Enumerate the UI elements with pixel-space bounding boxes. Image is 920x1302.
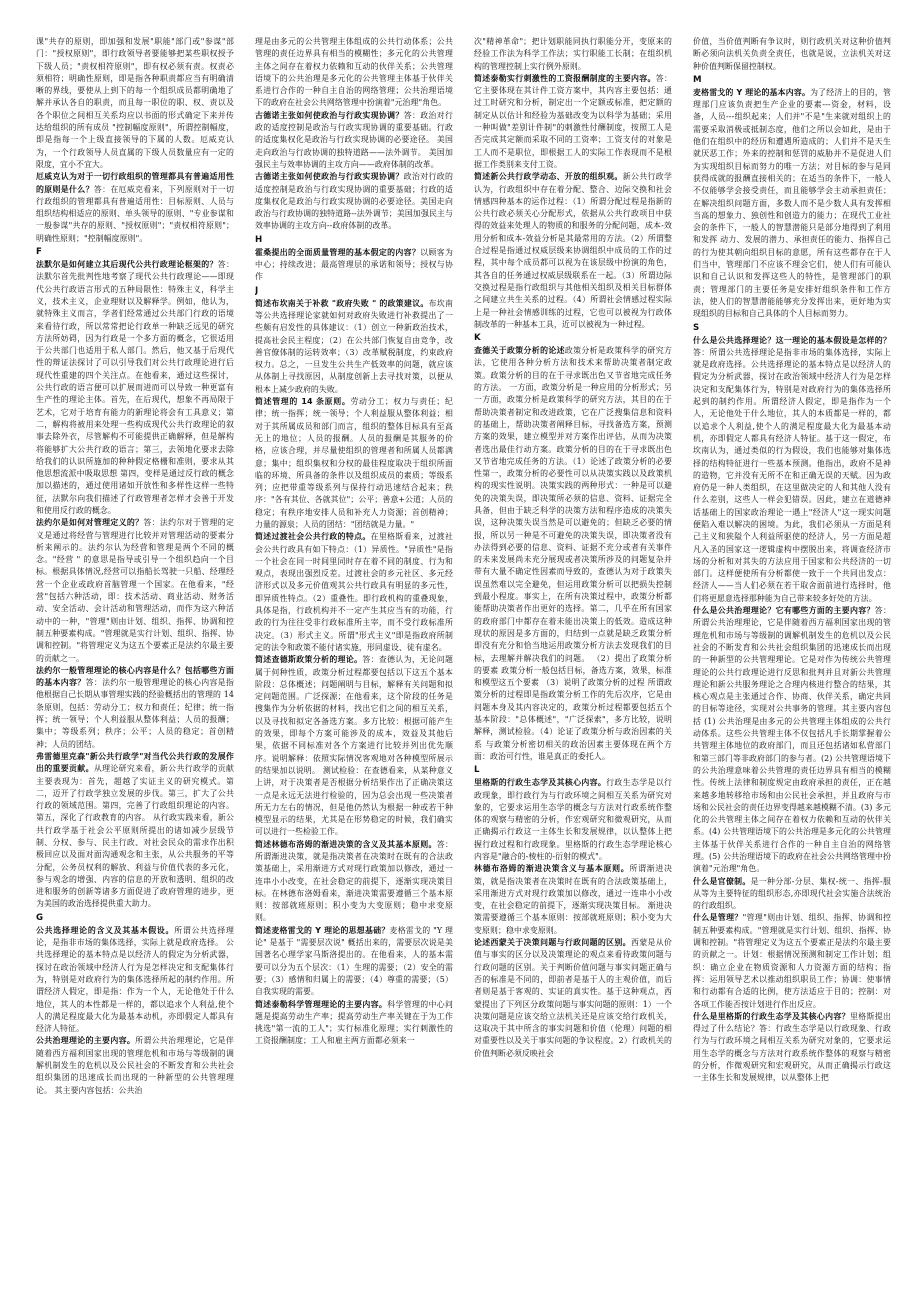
section-letter: S (693, 322, 700, 333)
answer-text: 答：法约尔对于管理的定义是通过将经营与管理进行比较并对管理活动的要素分析来阐示的。法约尔认为经营和管理是两个不同的概念。"经营 " 的意思是指导或引导一个组织趋向一个目标。根据具体情况,经营可以指船长驾驶一只船、经理经营一个企业或政府首脑管理一个国家。在他看来，"经营"包括六种活动，即：技术活动、商业活动、财务活动、安全活动、会计活动和管理活动，而作为这六种活动中的一种，"管理"则由计划、组织、指挥、协调和控制五种要素构成。"管理就是实行计划、组织、指挥、协调和控制。"将管理定义为这五个要素正是法约尔最主要的贡献之一。 (36, 518, 234, 663)
answer-text: 里格斯提出得过了什么结论？答：行政生态学是以行政现象、行政行为与行政环境之间相互关系为研究对象的，它要求运用生态学的概念与方法对行政系统作整体的观察与精密的分析，作微观研究和宏观研究，从而正确揭示行政这一主体生长和发展规律，以从整体上把 (693, 1011, 891, 1083)
column-3 (474, 36, 672, 1268)
question-heading: 简述麦格雷戈的 Y 理论的思想基础？ (255, 925, 390, 935)
question-heading: 什么是管理？ (693, 913, 743, 923)
answer-text: 所谓公共选择理论，是指非市场的集体选择，实际上就是政府选择。 公共选择理论的基本特点是以经济人的假定为分析武器，探讨在政治领域中经济人行为是怎样决定和支配集体行为，特别是对政府行为的集体选择所起的制约作用。所谓经济人假定，即是指：作为一个人，无论他处于什么地位，其人的本性都是一样的，都以追求个人利益,使个人的满足程度最大化为最基本动机，亦即假定人都具有经济人特征。 (36, 925, 234, 1034)
qa-paragraph (255, 531, 453, 654)
qa-paragraph (255, 171, 453, 232)
answer-text: 答：法默尔首先批判性地考察了现代公共行政理论——即现代公共行政语言形式的五种局限性：特殊主义，科学主义，技术主义，企业理财以及解释学。例如，他认为，就特殊主义而言，学者们经常通过公共部门行政的语境来看待行政，所以常常把论行政单一种缺乏远见的研究方法所妨碍，因为行政是一个多方面的概念，它很适用于公共部门也适用于私人部门。然后，他又基于后现代性的辩证法探讨了可以引导我们对公共行政理论进行后现代性重建的四个关注点。在他看来，通过这些探讨，公共行政的语言便可以扩展而进而可以导致一种更富有生产性的理论主体。首先，在后现代，想象不再局限于艺术，它对于培育有能力的新理论将会有工具意义；第二，解构将被用来处理一些构成现代公共行政理论的叙事去除外衣，尽管解构不可能提供正确解释，但是解构将能够扩大公共行政的语言；第三，去领地化要求去除给我们的认识所施加的种种假定格栅和准则，要求从其他思想流派中吸取思想 第四，变样是通过反行政的概念加以描述的，通过使用诸如开放性和多样性这样一些特征，法默尔向我们描述了行政管理者怎样才会善于开发和使用反行政的概念。 (36, 260, 234, 515)
qa-paragraph (693, 1011, 891, 1085)
question-heading: 林德布洛姆的渐进决策含义与基本原则。 (474, 864, 630, 874)
section-letter: G (36, 912, 44, 923)
answer-text: 所谓公共治理理论，它是伴随着西方福利国家出现的管理危机和市场与等级制的调解机制发生的危机以及公民社会的不断发育和公共社会组织集团的迅速成长而出现的一种新型的公共管理理论。 其主要内容包括：公共治 (36, 1036, 234, 1095)
answer-text: 课"共存的原则，即加强和发展"职能"部门或"参谋"部门："授权原则"，即行政领导者要能够把某些职权授予下级人员；"责权相符原则"，即有权必须有责。权责必须相符；明确性原则，即是指各种职责都应当有明确清晰的界线，要使从上到下的每一个组织成员都明确地了解并承认各自的职责，而且每一职位的职、权、责以及各个职位之间相互关系均应以书面的形式确定下来并传达给组织的所有成员 "控制幅度原则"，所谓控制幅度，即是指每一个上级直接领导的下属的人数。厄威克认为，一个行政领导人员直属的下级人员数量应有一定的限度，宜小不宜大。 (36, 37, 234, 169)
question-heading: 简述林德布洛姆的渐进决策的含义及其基本原则。 (255, 839, 437, 849)
answer-text: 答：法约尔一般管理理论的核心内容是指他根据自己长期从事管理实践的经验概括出的管理的 14 条原则，包括：劳动分工；权力和责任；纪律；统一指挥；统一领导；个人利益服从整体利益；人员的报酬；集中；等级系列；秩序；公平；人员的稳定；首创精神；人员的团结。 (36, 678, 234, 749)
qa-paragraph (255, 298, 453, 396)
question-heading: 什么是官僚制。 (693, 876, 751, 886)
section-letter: H (255, 234, 263, 245)
column-1 (36, 36, 234, 1268)
answer-text: 劳动分工；权力与责任；纪律；统一指挥；统一领导；个人利益服从整体利益；相对于其所属成员和部门而言，组织的整体目标具有至高无上的地位；人员的报酬。人员的报酬是其服务的价格，应该合理，并尽量使组织的管理者和所属人员都满意；集中；组织集权和分权的最佳程度取决于组织所面临的环境、所具备的条件以及组织成员的素质；等级系列；应把带重等级系列与保持行动迅速结合起来；秩序："各有其位、各就其位"；公平；善意+公道；人员的稳定；有秩序地安排人员和补充人力资源；首创精神；力量的源泉；人员的团结："团结就是力量。" (255, 397, 453, 529)
qa-paragraph (36, 36, 234, 171)
qa-paragraph (255, 110, 453, 171)
question-heading: 法默尔是如何建立其后现代公共行政理论框架的？ (36, 260, 218, 270)
answer-text: 西蒙是从价值与事实的区分以及决策理论的观点来看待政策问题与行政问题的区别。关于判断价值问题与事实问题正确与否的标准是不同的，即前者是基于人的主观价值，而后者则是基于客观的、实证的真实性。基于这种观点，西蒙提出了下列区分政策问题与事实问题的原则：1）一个决策问题是应该交给立法机关还是应该交给行政机关，这取决于其中所含的事实问题和价值（伦理）问题的相对重要性以及关于事实问题的争议程度。2）行政机关的价值判断必须反映社会 (474, 938, 672, 1058)
answer-text: 次"精神革命"；把计划职能同执行职能分开，变原来的经验工作法为科学工作法；实行职能工长制；在组织机构的管理控制上实行例外原则。 (474, 37, 672, 71)
question-heading: 古德诺主张如何使政治与行政实现协调？ (255, 110, 404, 120)
section-letter: F (36, 247, 42, 258)
column-2 (255, 36, 453, 1268)
question-heading: 公共选择理论的含义及其基本假设。 (36, 925, 175, 935)
answer-text: 理是由多元的公共管理主体组成的公共行动体系；公共管理的责任边界具有相当的模糊性；多元化的公共管理主体之间存在着权力依赖和互动的伙伴关系；公共管理语境下的公共治理是多元化的公共管理主体基于伙伴关系进行合作的一种自主自治的网络管理；公共治理语境下的政府在社会公共网络管理中扮演着"元治理"角色。 (255, 37, 453, 108)
question-heading: 公共治理理论的主要内容。 (36, 1036, 136, 1046)
question-heading: 里格斯的行政生态学及其核心内容。 (474, 778, 607, 788)
qa-paragraph (255, 247, 453, 284)
answer-text: 所谓渐进决策，就是指决策者在决策时在既有的合法政策基础上，采用渐进方式对现行政策加以修改，通过一连串小小改变，在社会稳定的前提下，逐渐实现决策目标。 渐进决策需要遵循三个基本原则：按部就班原则；积小变为大变原则；稳中求变原则。 (474, 864, 672, 935)
answer-text: 科学管理的中心问题是提高劳动生产率；提高劳动生产率关键在于为工作挑选"第一流的工人"；实行标准化原理；实行刺激性的工资报酬制度；工人和雇主两方面都必须来一 (255, 999, 453, 1046)
qa-paragraph (255, 999, 453, 1048)
qa-paragraph (36, 171, 234, 245)
qa-paragraph (255, 925, 453, 999)
answer-text: 答：政治对行政的适度控制是政治与行政实现协调的重要基础。行政的适度集权化是政治与行政实现协调的必要途径。 美国走向政治与行政协调的独特道路——法外调节。 美国加强民主与效率协调的主攻方向——政府体制的改革。 (255, 110, 453, 169)
answer-text: 答：它主要体现在其计件工资方案中，其内容主要包括：通过工时研究和分析，制定出一个定额或标准，把定额的制定从以估计和经验为基础改变为以科学为基础；采用一种叫做"差别计件制"的刺激性付酬制度，按照工人是否完成其定额而采取不同的工资率；工资支付的对象是工人而不是职位，即根据工人的实际工作表现而不是根据工作类别来支付工资。 (474, 73, 672, 169)
qa-paragraph (474, 171, 672, 331)
answer-text: 是一种分部-分层、集权-统一、指挥-服从等为主要特征的组织形态,亦即现代社会实施合法统治的行政组织。 (693, 876, 891, 911)
question-heading: 法约尔一般管理理论的核心内容是什么？包括哪些方面的基本内容？ (36, 665, 234, 688)
answer-text: 答：在厄威克看来，下列原则对于一切行政组织的管理都具有普遍适用性：目标原则、人员与组织结构相适应的原则、单头领导的原则、"专业参谋和一般参谋"共存的原则、"授权原则"；"责权相符原则"；明确性原则；"控制幅度原则"。 (36, 184, 234, 243)
question-heading: 什么是里格斯的行政生态学及其核心内容？ (693, 1011, 850, 1021)
qa-paragraph (255, 36, 453, 110)
answer-text: 答：所谓公共选择理论是指非市场的集体选择，实际上就是政府选择。公共选择理论的基本特点是以经济人的假定为分析武器，探讨在政治领域中经济人行为是怎样决定和支配集体行为，特别是对政府行为的集体选择所起到的制约作用。所谓经济人假定，即是指作为一个人，无论他处于什么地位，其人的本质都是一样的，都以追求个人利益,使个人的满足程度最大化为最基本动机，亦即假定人都具有经济人特征。基于这一假定，布坎南认为，通过类似的行为假设，我们也能够对集体选择的结构特征进行一些基本预测。他指出，政府不是神的造物，它并没有无所不在和正确无误的天赋。因为政府仍是一种人类组织，在这里做决定的人和其他人没有什么差别，这些人一样会犯错误。因此，建立在道德神话基础上的国家政治理论一遇上"经济人"这一现实问题便陷入难以解决的困境。为此，我们必须从一方面是利己主义和狭隘个人利益所驱使的经济人，另一方面是超凡入圣的国家这一逻辑虚构中摆脱出来，将调查经济市场的分析和对其失的方法应用于国家和公共经济的一切部门。这样便使所有分析都使一致于一个共同出发点：经济人——当人们必须在若干取舍面前进行选择时，他们将更愿意选择那种能为自己带来较多好处的方法。 (693, 347, 891, 603)
qa-paragraph (36, 259, 234, 517)
answer-text: 价值，当价值判断有争议时，则行政机关对这种价值判断必须向法机关负责全责任，也就是说，立法机关对这种价值判断保留控制权。 (693, 37, 891, 71)
qa-paragraph (693, 36, 891, 73)
qa-paragraph (474, 863, 672, 937)
qa-paragraph (36, 925, 234, 1036)
question-heading: 什么是公共治理理论？它有哪些方面的主要内容？ (693, 606, 875, 616)
qa-paragraph (693, 87, 891, 321)
answer-text: 答：所谓渐进决策，就是指决策者在决策时在既有的合法政策基础上，采用渐进方式对现行政策加以修改，通过一连串小小改变，在社会稳定的前提下，逐渐实现决策目标。在林德布洛姆看来，渐进决策需要遵循三个基本原则：按部就班原则；积小变为大变原则；稳中求变原则。 (255, 839, 453, 923)
qa-paragraph (693, 335, 891, 606)
qa-paragraph (36, 665, 234, 751)
qa-paragraph (255, 396, 453, 531)
section-letter: K (474, 333, 481, 344)
question-heading: 简述泰勒科学管理理论的主要内容。 (255, 999, 388, 1009)
answer-text: 在里格斯看来，过渡社会公共行政具有如下特点：（1）异质性。"异质性"是指一个社会在同一时间里同时存在着不同的制度、行为和观点，表现出强烈反差。过渡社会的乡元社区、多元经济形式以及多元价值观其公共行政具有明显的多元性，即异质性特点。（2）重叠性。即行政机构的重叠现象，具体是指，行政机构并不一定产生其应当有的功能，行政的行为往往受非行政标准所主宰，而不受行政标准所决定。（3）形式主义。所谓"形式主义"即是指政府所制定的法令和政策不能付诸实施，形同虚设、徒有虚名。 (255, 532, 453, 652)
question-heading: 弗雷德里克森"新公共行政学"对当代公共行政的发展作出的重要贡献。 (36, 751, 234, 774)
section-letter: M (693, 74, 702, 85)
answer-text: 以顾客为中心；持续改进；最高管理层的承诺和领导；授权与协作 (255, 247, 453, 282)
qa-paragraph (255, 654, 453, 838)
answer-text: 为了经济上的目的，管理部门应该负责把生产企业的要素---资金，材料，设备，人员---组织起来；人们并"不是"生来就对组织上的需要采取消极或抵制态度，他们之所以会如此，是由于他们在组织中的经历和遭遇所造成的；人们并不是天生就厌恶工作；外来的控制和惩罚的威胁并不是促进人们为实现组织目标而努力的唯一方法；对目标的参与是同获得成就的报酬直接相关的；在适当的条件下，一般人不仅能够学会接受责任，而且能够学会主动承担责任；在解决组织问题方面，多数人而不是少数人具有发挥相当高的想象力、独创性和创造力的能力；在现代工业社会的条件下，一般人的智慧潜能只是部分地得到了利用和发挥 动力、发展的潜力、承担责任的能力、指挥自己的行为使其朝向组织目标的意愿，所有这些都存在于人们当中，管理部门不应该不理会它们，使人们有可能认识和自己认识和发挥这些人的特性，是管理部门的职责；管理部门的主要任务是安排好组织条件和工作方法，使人们的智慧潜能能够充分发挥出来，更好地为实现组织的目标和自己具体的个人目标而努力。 (693, 87, 891, 319)
answer-text: 行政生态学是以行政现象，即行政行为与行政环境之间相互关系为研究对象的，它要求运用生态学的概念与方法对行政系统作整体的观察与精密的分析，作宏观研究和微观研究，从而正确揭示行政这一主体生长和发展规律，以认整体上把握行政过程和行政现象。里格斯的行政生态学理论核心内容是"融合的-棱柱的-衍射的模式"。 (474, 778, 672, 861)
qa-paragraph (693, 605, 891, 876)
question-heading: 简述管理的 14 条原则。 (255, 397, 351, 407)
qa-paragraph (474, 345, 672, 763)
question-heading: 霍桑提出的全面质量管理的基本假定的内容？ (255, 247, 421, 257)
qa-paragraph (474, 36, 672, 73)
section-letter: L (474, 765, 480, 776)
question-heading: 法约尔是如何对管理定义的？ (36, 518, 144, 528)
answer-text: 从理论研究来看，新公共行政学的贡献主要表现为：首先，超越了实证主义的研究模式。第二，迈开了行政学独立发展的步伐。第三，扩大了公共行政的领域范围。第四，完善了行政组织理论的内容。第五，深化了行政教育的内容。 从行政实践来看，新公共行政学基于社会公平原则所提出的诸如减少层级节制、分权、参与、民主行政、对社会民众的需求作出积极回应以及面对面沟通观念和主张，从公共服务的平等分配，公务员权利的解放、利益与价值代表的多元化，参与观念的增强、内容的信息的开放和透明、组织的改进和服务的创新等诸多方面促进了政府管理的进步，更为美国的政治选择提供重大助力。 (36, 764, 234, 909)
question-heading: 厄威克认为对于一切行政组织的管理都具有普遍适用性的原则是什么？ (36, 172, 234, 194)
qa-paragraph (36, 1035, 234, 1096)
answer-text: 新公共行政学认为，行政组织中存在着分配、整合、边际交换和社会情感四种基本的运作过程：（1）所谓分配过程是指新的公共行政必须关心分配形式，依据从公共行政项目中获得的效益来处理人的物质的和服务的分配问题，成本-效用分析和成本-效益分析是其最常用的方法。（2）所谓整合过程是指通过权威层级来协调组织中成员的工作的过程，其中每个成员都可以视为在该层级中扮演的角色，其各自的任务通过权威层级联系在一起。（3）所谓边际交换过程是指行政组织与其他相关组织及相关目标群体之间建立共生关系的过程。（4）所谓社会情感过程实际上是一种社会情感训练的过程，它也可以被视为行政体制改革的一种基本工具，近可以被视为一种过程。 (474, 172, 672, 329)
question-heading: 古德诺主张如何使政治与行政实现协调？ (255, 172, 404, 182)
qa-paragraph (474, 73, 672, 171)
qa-paragraph (36, 517, 234, 665)
qa-paragraph (693, 876, 891, 913)
question-heading: 简述新公共行政学动态、开放的组织观。 (474, 172, 623, 182)
question-heading: 查德关于政策分析的论述 (474, 346, 565, 356)
question-heading: 简述布坎南关于补救 "政府失败 " 的政策建议。 (255, 298, 429, 308)
question-heading: 简述查德斯政策分析的理论。 (255, 655, 363, 665)
answer-text: 答：查德认为，无论问题属于何种性质，政策分析过程都要包括以下这五个基本阶段：总体概述；问题阐明与目标，解释有关问题和拟定问题范围。广泛探源；在他看来，这个阶段的任务是搜集作为分析依据的材料，找出它们之间的相互关系，以及寻找和拟定各备选方案。多方比较：根据可能产生的效果，即每个方案可能涉及的成本，效益及其他后果，依据不同标准对各个方案进行比较并列出优先顺序。说明解释：依照实际情况客观地对各种模型所展示的结果加以说明。 测试检验：在查德看来，从某种意义上讲，对于决策者是否根据分析结果作出了正确决策这一点是永远无法进行检验的，因为总会出现一些决策者所无力左右的情况，但是他仍然认为根据一种或若干种模型显示的结果，尤其是在形势稳定的时候，我们确实可以进行一些检验工作。 (255, 655, 453, 837)
qa-paragraph (255, 839, 453, 925)
question-heading: 简述泰勒实行刺激性的工资报酬制度的主要内容。 (474, 73, 656, 83)
answer-text: 答：所谓公共治理理论，它是伴随着西方福利国家出现的管理危机和市场与等级制的调解机制发生的危机以及公民社会的不断发育和公共社会组织集团的迅速成长而出现的一种新型的公共管理理论。它是对作为传统公共管理理论的公共行政理论进行反思和批判并且对新公共管理理论和新公共服务理论之合理内核进行整合的结果，其核心观点是主张通过合作、协商、伙伴关系，确定共同的目标等途径，实现对公共事务的管理。其主要内容包括 (1) 公共治理是由多元的公共管理主体组成的公共行动体系。这些公共管理主体不仅包括凡手长期掌握着公共管理主体地位的政府部门，而且还包括诸如私营部门和第三部门等非政府部门的参与者。(2) 公共管理语境下的公共治理意味着公共管理的责任边界具有相当的模糊性。传统上法律和制度规定由政府承担的责任，正在越来越多地转移给市场和由公民社会承担，并且政府与市场和公民社会的责任边界变得越来越模糊不清。(3) 多元化的公共管理主体之间存在着权力依赖和互动的伙伴关系。(4) 公共管理语境下的公共治理是多元化的公共管理主体基于伙伴关系进行合作的一种自主自治的网络管理。(5) 公共治理语境下的政府在社会公共网络管理中扮演着"元治理"角色。 (693, 606, 891, 874)
answer-text: 麦格雷戈的 "Y 理论" 是基于 "需要层次说" 概括出来的，需要层次说是美国著名心理学家马斯洛提出的。在他看来，人的基本需要可以分为五个层次：（1）生理的需要；（2）安全的需要；（3）感情和归属上的需要；（4）尊重的需要；（5）自我实现的需要。 (255, 925, 453, 997)
question-heading: 简述过渡社会公共行政的特点。 (255, 532, 371, 542)
question-heading: 麦格雷戈的 Y 理论的基本内容。 (693, 87, 811, 97)
answer-text: 政策分析是政策科学的研究方法，它使用各种分析方法和技术来帮助决策者制定政策。政策分析的目的在于寻求既出色又节省地完成任务的方法。 一方面，政策分析是一种应用的分析形式；另一方面，政策分析是政策科学的研究方法，其目的在于帮助决策者制定和改进政策，它在广泛搜集信息和资料的基础上，帮助决策者阐释目标，寻找备选方案，预测方案的效果，建立模型并对方案作出评估，从而为决策者选出最佳行动方案。政策分析的目的在于寻求既出色又节省地完成任务的方法。（1）论述了政策分析的必要性第一，政策分析的必要性可以从决策实践以及政策机构的现实性说明。决策实践的两种形式：一种是可以避免的决策失误，即决策所必须的信息、资料、证据完全具备，但由于缺乏科学的决策方法和程序造成的决策失误，这种决策失误当然是可以避免的；但缺乏必要的情报，所以另一种是不可避免的决策失误，即决策者没有办法得到必要的信息、资料、证据不充分或者有关事件的未来发展尚未充分展现或者决策所涉及的问题复杂并带有大量不确定性因素而导致的，查德认为对于政策失误虽然难以完全避免，但运用政策分析可以把损失控制到最小程度。事实上，在所有决策过程中，政策分析都能帮助决策者作出更好的选择。第二，几乎在所有国家的政府部门中都存在着未能出决策上的低效。造成这种现状的原因是多方面的，归结到一点就是缺乏政策分析即没有充分和恰当地运用政策分析方法去发现我们的目标，去理解并解决我们的问题。 （2）提出了政策分析的要素 政策分析一般包括目标，备选方案，效果，标准和模型这五个要素 （3）说明了政策分析的过程 所谓政策分析的过程即是指政策分析工作的先后次序，它是由问题本身及其内容决定的，政策分析过程都要包括五个基本阶段："总体概述"，"广泛探索"，多方比较，说明解释，测试检验。（4）论证了政策分析与政治因素的关系 与政策分析密切相关的政治因素主要体现在两个方面：政治可行性，谁是真正的委托人。 (474, 346, 672, 761)
answer-text: 政治对行政的适度控制是政治与行政实现协调的重要基础；行政的适度集权化是政治与行政实现协调的必要途径。美国走向政治与行政协调的独特道路--法外调节；美国加强民主与效率协调的主攻方向--政府体制的改革。 (255, 172, 453, 231)
answer-text: "管理"则由计划、组织、指挥、协调和控制五种要素构成。"管理就是实行计划、组织、指挥、协调和控制。"将管理定义为这五个要素正是法约尔最主要的贡献之一。计划：根据情况预测和制定工作计划；组织：确立企业在物质资源和人力资源方面的结构；指挥：运用领导艺术以推动组织职员工作；协调：使事情和行动都有合适的比例，使方法适应于目的；控制：对各项工作能否按计划进行作出反应。 (693, 913, 891, 1009)
column-4 (693, 36, 891, 1268)
qa-paragraph (474, 777, 672, 863)
question-heading: 什么是公共选择理论？这一理论的基本假设是怎样的？ (693, 335, 891, 345)
question-heading: 论述西蒙关于决策问题与行政问题的区别。 (474, 938, 631, 948)
qa-paragraph (36, 751, 234, 911)
section-letter: J (255, 285, 259, 296)
qa-paragraph (693, 912, 891, 1010)
answer-text: 布坎南等公共选择理论家就如何对政府失败进行补救提出了一些颇有启发性的具体建议：（1）创立一种新政治技术，提高社会民主程度；（2）在公共部门恢复自由竞争，改善官僚体制的运转效率；（3）改革赋税制度，约束政府权力。总之，一旦发生公共生产低效率的问题，就应该从体制上寻找原因，从制度创新上去寻找对策，以便从根本上减少政府的失败。 (255, 298, 453, 394)
qa-paragraph (474, 937, 672, 1060)
